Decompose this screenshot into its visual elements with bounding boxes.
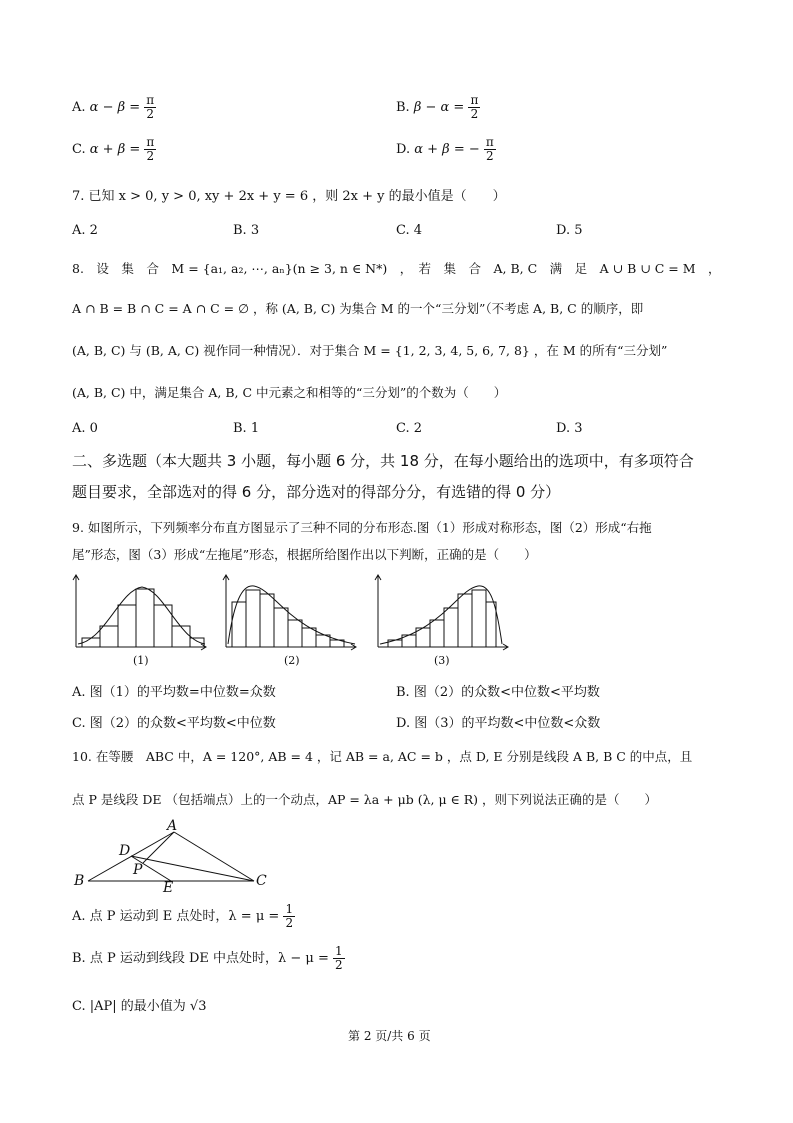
density-curve	[78, 587, 205, 644]
q9-option-a: A. 图（1）的平均数=中位数=众数	[72, 685, 276, 700]
label-p: P	[133, 862, 143, 878]
q8-line-4: (A, B, C) 中，满足集合 A, B, C 中元素之和相等的“三分划”的个数为（ ）	[72, 385, 507, 400]
label-b: B	[74, 873, 85, 889]
q9-line-2: 尾”形态，图（3）形成“左拖尾”形态，根据所给图作出以下判断，正确的是（ ）	[72, 547, 537, 562]
fraction: $\frac{\pi}{2}$	[146, 135, 155, 163]
q6-option-d: D. α + β = − $\frac{\pi}{2}$	[396, 135, 494, 163]
q8-line-2: A ∩ B = B ∩ C = A ∩ C = ∅ ，称 (A, B, C) 为集合 M 的一个“三分划”（不考虑 A, B, C 的顺序，即	[72, 301, 644, 316]
fraction: $\frac{1}{2}$	[285, 902, 294, 930]
q9-option-b: B. 图（2）的众数<中位数<平均数	[396, 685, 600, 700]
fraction: $\frac{\pi}{2}$	[146, 93, 155, 121]
q8-option-a: A. 0	[72, 421, 98, 436]
histogram-symmetric	[70, 572, 210, 652]
q10-line-1: 10. 在等腰 ABC 中，A = 120°, AB = 4 ，记 AB = a, AC = b ，点 D, E 分别是线段 A B, B C 的中点，且	[72, 749, 693, 764]
q9-option-c: C. 图（2）的众数<平均数<中位数	[72, 716, 276, 731]
q9-option-d: D. 图（3）的平均数<中位数<众数	[396, 716, 601, 731]
q8-option-c: C. 2	[396, 421, 423, 436]
caption-1: (1)	[133, 654, 149, 667]
q6-option-c: C. α + β = $\frac{\pi}{2}$	[72, 135, 155, 163]
q8-option-d: D. 3	[556, 421, 583, 436]
q6-option-a: A. α − β = $\frac{\pi}{2}$	[72, 93, 155, 121]
fraction: $\frac{\pi}{2}$	[470, 93, 479, 121]
q7-option-d: D. 5	[556, 223, 583, 238]
histogram-right-tail	[220, 572, 360, 652]
segment-ac	[174, 832, 254, 881]
q8-option-b: B. 1	[233, 421, 260, 436]
q6-option-b: B. β − α = $\frac{\pi}{2}$	[396, 93, 479, 121]
label-c: C	[256, 873, 267, 889]
q7-option-a: A. 2	[72, 223, 98, 238]
fraction: $\frac{\pi}{2}$	[485, 135, 494, 163]
label-d: D	[119, 843, 131, 859]
q7-stem: 7. 已知 x > 0, y > 0, xy + 2x + y = 6 ，则 2x + y 的最小值是（ ）	[72, 189, 506, 204]
q10-line-2: 点 P 是线段 DE （包括端点）上的一个动点，AP = λa + μb (λ, μ ∈ R) ，则下列说法正确的是（ ）	[72, 792, 658, 807]
q7-option-c: C. 4	[396, 223, 423, 238]
section-heading-line-1: 二、多选题（本大题共 3 小题，每小题 6 分，共 18 分，在每小题给出的选项中，有多项符合	[72, 452, 694, 470]
fraction: $\frac{1}{2}$	[335, 944, 343, 972]
section-heading-line-2: 题目要求，全部选对的得 6 分，部分选对的得部分分，有选错的得 0 分）	[72, 483, 561, 501]
page-footer: 第 2 页/共 6 页	[348, 1029, 431, 1043]
q10-option-c: C. |AP| 的最小值为 √3	[72, 999, 207, 1014]
q9-line-1: 9. 如图所示，下列频率分布直方图显示了三种不同的分布形态.图（1）形成对称形态，图（2）形成“右拖	[72, 520, 652, 535]
label-e: E	[163, 880, 174, 896]
q10-option-b: B. 点 P 运动到线段 DE 中点处时，λ − μ = $\frac{1}{2}$	[72, 944, 343, 972]
q10-option-a: A. 点 P 运动到 E 点处时，λ = μ = $\frac{1}{2}$	[72, 902, 294, 930]
label-a: A	[167, 818, 178, 834]
caption-3: (3)	[434, 654, 450, 667]
segment-dc	[131, 856, 254, 881]
q8-line-1: 8. 设 集 合 M = {a₁, a₂, ⋯, aₙ}(n ≥ 3, n ∈ N*) ， 若 集 合 A, B, C 满 足 A ∪ B ∪ C = M ，	[72, 261, 721, 276]
histogram-left-tail	[372, 572, 512, 652]
triangle-diagram	[68, 818, 288, 896]
q7-option-b: B. 3	[233, 223, 260, 238]
q8-line-3: (A, B, C) 与 (B, A, C) 视作同一种情况）．对于集合 M = {1, 2, 3, 4, 5, 6, 7, 8} ，在 M 的所有“三分划”	[72, 343, 668, 358]
caption-2: (2)	[284, 654, 300, 667]
